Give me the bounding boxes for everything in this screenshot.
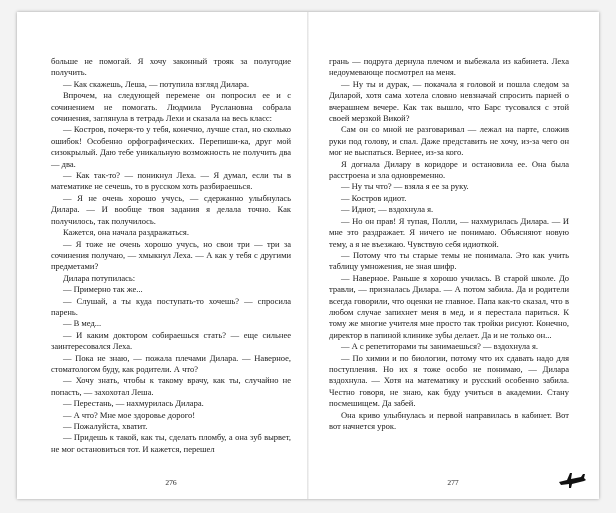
paragraph: — Пока не знаю, — пожала плечами Дилара. — Наверное, стоматологом буду, как родители. А что? [51, 352, 291, 374]
airplane-silhouette-icon [557, 469, 587, 489]
paragraph: — Наверное. Раньше я хорошо училась. В старой школе. До травли, — призналась Дилара. — А потом забила. Да и родители всегда говорили, что оценки не главное. Папа как-то сказал, что в любом случае запихнет меня в мед, и я перестала париться. К тому же многие учителя мне просто так тройки рисуют. Конечно, директор в папиной клинике зубы делает. Да и не только он... [329, 272, 569, 340]
paragraph: больше не помогай. Я хочу законный трояк за полугодие получить. [51, 56, 291, 78]
right-page-text [329, 56, 569, 432]
paragraph: — Хочу знать, чтобы к такому врачу, как ты, случайно не попасть, — захохотал Леша. [51, 375, 291, 397]
paragraph: — А с репетиторами ты занимаешься? — вздохнула я. [341, 341, 539, 352]
paragraph: грань — подруга дернула плечом и выбежала из кабинета. Леха недоумевающе посмотрел на меня. [329, 56, 569, 78]
paragraph: — Слушай, а ты куда поступать-то хочешь? — спросила парень. [51, 295, 291, 317]
left-page-text [51, 56, 291, 455]
paragraph: — Придешь к такой, как ты, сделать пломбу, а она зуб вырвет, не мог остановиться тот. И кажется, перешел [51, 432, 291, 454]
paragraph: — Перестань, — нахмурилась Дилара. [63, 398, 204, 409]
paragraph: — Я тоже не очень хорошо учусь, но свои три — три за сочинения получаю, — хмыкнул Леха. — А как у тебя с другими предметами? [51, 238, 291, 272]
paragraph: — А что? Мне мое здоровье дорого! [63, 409, 196, 420]
paragraph: — Как так-то? — поникнул Леха. — Я думал, если ты в математике не сечешь, то в русском хоть разбираешься. [51, 170, 291, 192]
paragraph: — Ну ты и дурак, — покачала я головой и пошла следом за Диларой, хотя сама хотела словно невзначай спросить парней о вчерашнем вечере. Как так вышло, что Барс тусовался с этой своей мерзкой Викой? [329, 78, 569, 124]
paragraph: — И каким доктором собираешься стать? — еще сильнее заинтересовался Леха. [51, 329, 291, 352]
paragraph: Кажется, она начала раздражаться. [63, 227, 189, 238]
paragraph: — Я не очень хорошо учусь, — сдержанно улыбнулась Дилара. — И вообще твоя задания я делала точно. Как получилось, так получилось. [51, 192, 291, 226]
paragraph: Впрочем, на следующей перемене он попросил ее и с сочинением не помогать. Людмила Руслановна собрала сочинения, заглянула в тетрадь Лехи и сказала на весь класс: [51, 90, 291, 124]
left-page-number: 276 [165, 478, 177, 487]
paragraph: Сам он со мной не разговаривал — лежал на парте, сложив руки под голову, и спал. Даже представить не хочу, из-за чего он мог не выспаться. Вернее, из-за кого. [329, 124, 569, 158]
paragraph: Она криво улыбнулась и первой направилась в кабинет. Вот вот начнется урок. [329, 409, 569, 431]
paragraph: — Костров идиот. [341, 192, 407, 203]
book-spread [17, 12, 599, 499]
paragraph: — Костров, почерк-то у тебя, конечно, лучше стал, но сколько ошибок! Особенно орфографических. Перепиши-ка, друг мой сизокрылый. Даю тебе уникальную возможность не получить два — два. [51, 124, 291, 169]
paragraph: — Идиот, — вздохнула я. [341, 204, 434, 215]
paragraph: — Пожалуйста, хватит. [63, 421, 148, 431]
paragraph: Я догнала Дилару в коридоре и остановила ее. Она была расстроена и зла одновременно. [329, 158, 569, 181]
paragraph: — Потому что ты старые темы не понимала. Это как учить таблицу умножения, не зная шифр. [329, 249, 569, 272]
right-page [308, 12, 599, 499]
paragraph: — В мед... [63, 318, 102, 329]
paragraph: — Примерно так же... [63, 284, 143, 295]
left-page [17, 12, 308, 499]
paragraph: — Но он прав! Я тупая, Полли, — нахмурилась Дилара. — И мне это раздражает. Я ничего не понимаю. Объясняют новую тему, а я не въезжаю. Чувствую себя идиоткой. [329, 215, 569, 249]
paragraph: — Как скажешь, Леша, — потупила взгляд Дилара. [63, 78, 249, 89]
paragraph: — Ну ты что? — взяла я ее за руку. [341, 181, 469, 192]
paragraph: — По химии и по биологии, потому что их сдавать надо для поступления. Но их я тоже особо не понимаю, — Дилара вздохнула. — Хотя на математику и русский особенно забила. Честно говоря, не знаю, как буду учиться в академии. Стану посмешищем. Да забей. [329, 352, 569, 409]
right-page-number: 277 [447, 478, 459, 487]
paragraph: Дилара потупилась: [63, 272, 136, 283]
